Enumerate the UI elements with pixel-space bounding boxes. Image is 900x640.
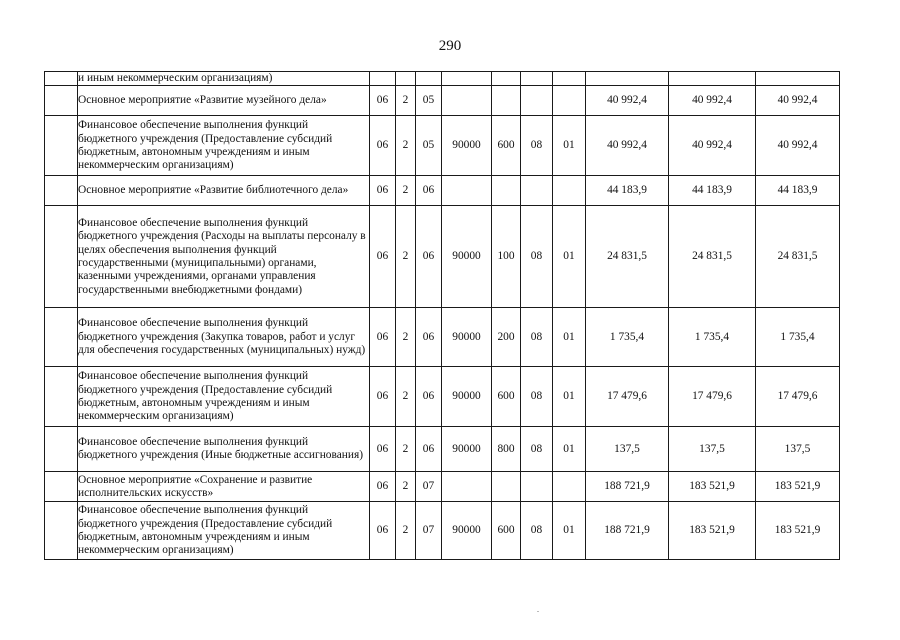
code-2: 2: [396, 502, 416, 560]
amount-1: [586, 72, 669, 86]
code-5: 600: [492, 502, 521, 560]
code-1: [370, 72, 396, 86]
code-1: 06: [370, 86, 396, 116]
amount-1: 44 183,9: [586, 176, 669, 206]
code-4: 90000: [442, 427, 492, 472]
code-6: 08: [521, 367, 553, 427]
code-3: 06: [416, 367, 442, 427]
code-1: 06: [370, 116, 396, 176]
amount-2: 183 521,9: [669, 502, 756, 560]
code-7: 01: [553, 427, 586, 472]
code-5: [492, 86, 521, 116]
row-name: Финансовое обеспечение выполнения функций бюджетного учреждения (Закупка товаров, работ и услуг для обеспечения государственных (муниципальных) нужд): [78, 308, 370, 367]
code-2: 2: [396, 472, 416, 502]
code-3: 05: [416, 86, 442, 116]
amount-3: 137,5: [756, 427, 840, 472]
code-1: 06: [370, 472, 396, 502]
code-2: 2: [396, 367, 416, 427]
amount-2: 44 183,9: [669, 176, 756, 206]
row-name: Финансовое обеспечение выполнения функций бюджетного учреждения (Иные бюджетные ассигнования): [78, 427, 370, 472]
amount-3: 24 831,5: [756, 206, 840, 308]
amount-3: 40 992,4: [756, 116, 840, 176]
amount-2: 137,5: [669, 427, 756, 472]
amount-1: 17 479,6: [586, 367, 669, 427]
code-4: 90000: [442, 308, 492, 367]
table-row: [45, 206, 840, 308]
amount-2: 17 479,6: [669, 367, 756, 427]
code-7: 01: [553, 308, 586, 367]
row-margin-cell: [45, 308, 78, 367]
code-7: [553, 86, 586, 116]
amount-2: 40 992,4: [669, 86, 756, 116]
amount-2: 1 735,4: [669, 308, 756, 367]
row-margin-cell: [45, 116, 78, 176]
code-5: 600: [492, 116, 521, 176]
scan-speck: [537, 611, 539, 612]
code-3: 05: [416, 116, 442, 176]
row-name: и иным некоммерческим организациям): [78, 72, 370, 86]
code-2: 2: [396, 116, 416, 176]
code-6: 08: [521, 206, 553, 308]
row-margin-cell: [45, 176, 78, 206]
amount-1: 188 721,9: [586, 502, 669, 560]
code-4: 90000: [442, 502, 492, 560]
amount-1: 137,5: [586, 427, 669, 472]
table-row: [45, 427, 840, 472]
table-row: [45, 72, 840, 86]
code-5: 200: [492, 308, 521, 367]
code-5: [492, 72, 521, 86]
code-2: [396, 72, 416, 86]
code-5: 600: [492, 367, 521, 427]
code-3: 07: [416, 502, 442, 560]
code-7: 01: [553, 502, 586, 560]
code-7: 01: [553, 367, 586, 427]
amount-1: 188 721,9: [586, 472, 669, 502]
code-2: 2: [396, 176, 416, 206]
code-2: 2: [396, 86, 416, 116]
code-4: 90000: [442, 116, 492, 176]
code-7: 01: [553, 206, 586, 308]
code-1: 06: [370, 176, 396, 206]
amount-2: [669, 72, 756, 86]
code-6: [521, 176, 553, 206]
code-4: 90000: [442, 367, 492, 427]
code-1: 06: [370, 502, 396, 560]
row-margin-cell: [45, 367, 78, 427]
amount-3: [756, 72, 840, 86]
code-1: 06: [370, 308, 396, 367]
row-name: Финансовое обеспечение выполнения функций бюджетного учреждения (Предоставление субсидий бюджетным, автономным учреждениям и иным некоммерческим организациям): [78, 116, 370, 176]
row-margin-cell: [45, 206, 78, 308]
code-4: 90000: [442, 206, 492, 308]
amount-1: 1 735,4: [586, 308, 669, 367]
amount-2: 40 992,4: [669, 116, 756, 176]
amount-2: 183 521,9: [669, 472, 756, 502]
code-6: [521, 72, 553, 86]
code-1: 06: [370, 367, 396, 427]
code-4: [442, 472, 492, 502]
code-2: 2: [396, 427, 416, 472]
code-3: [416, 72, 442, 86]
code-6: [521, 86, 553, 116]
amount-1: 40 992,4: [586, 116, 669, 176]
row-name: Основное мероприятие «Развитие музейного дела»: [78, 86, 370, 116]
table-row: [45, 367, 840, 427]
code-7: [553, 472, 586, 502]
amount-1: 40 992,4: [586, 86, 669, 116]
code-4: [442, 86, 492, 116]
table-row: [45, 86, 840, 116]
table-row: [45, 472, 840, 502]
table-row: [45, 502, 840, 560]
code-3: 06: [416, 176, 442, 206]
row-name: Основное мероприятие «Сохранение и развитие исполнительских искусств»: [78, 472, 370, 502]
amount-3: 17 479,6: [756, 367, 840, 427]
row-name: Финансовое обеспечение выполнения функций бюджетного учреждения (Предоставление субсидий бюджетным, автономным учреждениям и иным некоммерческим организациям): [78, 502, 370, 560]
code-4: [442, 72, 492, 86]
code-7: [553, 72, 586, 86]
code-3: 06: [416, 206, 442, 308]
row-name: Финансовое обеспечение выполнения функций бюджетного учреждения (Расходы на выплаты персоналу в целях обеспечения выполнения функций государственными (муниципальными) органами, казенными учреждениями, органами управления государственными внебюджетными фондами): [78, 206, 370, 308]
code-6: 08: [521, 308, 553, 367]
code-3: 07: [416, 472, 442, 502]
code-1: 06: [370, 427, 396, 472]
code-6: 08: [521, 116, 553, 176]
code-5: [492, 472, 521, 502]
row-margin-cell: [45, 502, 78, 560]
row-margin-cell: [45, 72, 78, 86]
amount-3: 183 521,9: [756, 502, 840, 560]
table-row: [45, 116, 840, 176]
row-name: Финансовое обеспечение выполнения функций бюджетного учреждения (Предоставление субсидий бюджетным, автономным учреждениям и иным некоммерческим организациям): [78, 367, 370, 427]
row-margin-cell: [45, 472, 78, 502]
code-2: 2: [396, 308, 416, 367]
budget-table: [44, 71, 840, 560]
code-1: 06: [370, 206, 396, 308]
table-row: [45, 176, 840, 206]
row-margin-cell: [45, 86, 78, 116]
row-name: Основное мероприятие «Развитие библиотечного дела»: [78, 176, 370, 206]
row-margin-cell: [45, 427, 78, 472]
code-2: 2: [396, 206, 416, 308]
code-5: 800: [492, 427, 521, 472]
amount-3: 44 183,9: [756, 176, 840, 206]
page-number: 290: [438, 38, 462, 54]
amount-3: 40 992,4: [756, 86, 840, 116]
code-7: 01: [553, 116, 586, 176]
amount-1: 24 831,5: [586, 206, 669, 308]
code-6: [521, 472, 553, 502]
amount-2: 24 831,5: [669, 206, 756, 308]
code-5: [492, 176, 521, 206]
code-5: 100: [492, 206, 521, 308]
code-6: 08: [521, 427, 553, 472]
code-6: 08: [521, 502, 553, 560]
code-3: 06: [416, 427, 442, 472]
code-7: [553, 176, 586, 206]
table-row: [45, 308, 840, 367]
amount-3: 183 521,9: [756, 472, 840, 502]
code-3: 06: [416, 308, 442, 367]
amount-3: 1 735,4: [756, 308, 840, 367]
code-4: [442, 176, 492, 206]
